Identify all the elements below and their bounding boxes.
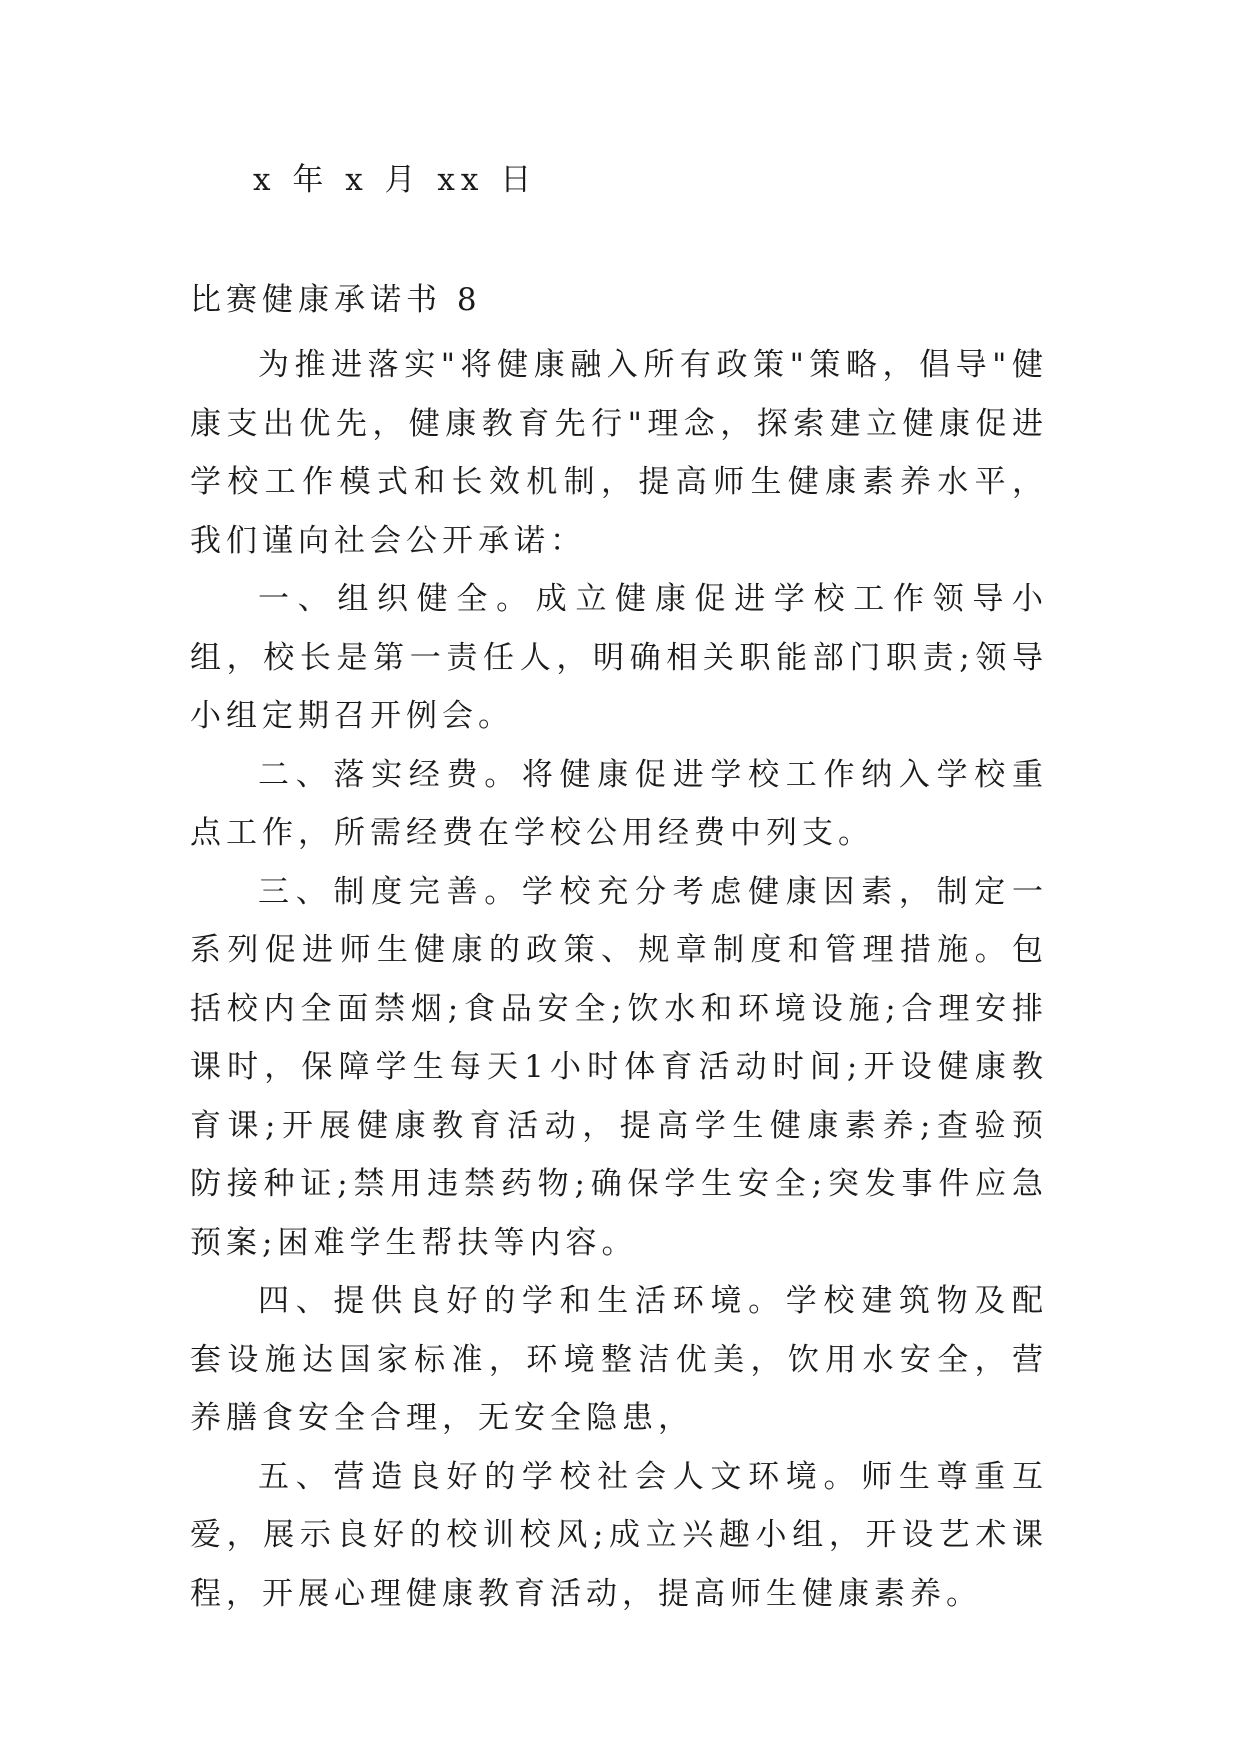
document-title: 比赛健康承诺书 8 bbox=[190, 282, 482, 318]
paragraph-item-5: 五、营造良好的学校社会人文环境。师生尊重互爱，展示良好的校训校风;成立兴趣小组，开设艺术课程，开展心理健康教育活动，提高师生健康素养。 bbox=[190, 1458, 1048, 1612]
paragraph-item-4: 四、提供良好的学和生活环境。学校建筑物及配套设施达国家标准，环境整洁优美，饮用水安全，营养膳食安全合理，无安全隐患， bbox=[190, 1283, 1048, 1436]
date-line: x 年 x 月 xx 日 bbox=[253, 162, 538, 198]
paragraph-item-1: 一、组织健全。成立健康促进学校工作领导小组，校长是第一责任人，明确相关职能部门职责;领导小组定期召开例会。 bbox=[190, 581, 1048, 734]
paragraph-intro: 为推进落实"将健康融入所有政策"策略，倡导"健康支出优先，健康教育先行"理念，探索建立健康促进学校工作模式和长效机制，提高师生健康素养水平，我们谨向社会公开承诺： bbox=[190, 347, 1048, 559]
paragraph-item-3: 三、制度完善。学校充分考虑健康因素，制定一系列促进师生健康的政策、规章制度和管理措施。包括校内全面禁烟;食品安全;饮水和环境设施;合理安排课时，保障学生每天1小时体育活动时间;开设健康教育课;开展健康教育活动，提高学生健康素养;查验预防接种证;禁用违禁药物;确保学生安全;突发事件应急预案;困难学生帮扶等内容。 bbox=[190, 873, 1048, 1261]
document-body bbox=[190, 336, 1048, 1623]
paragraph-item-2: 二、落实经费。将健康促进学校工作纳入学校重点工作，所需经费在学校公用经费中列支。 bbox=[190, 756, 1048, 851]
